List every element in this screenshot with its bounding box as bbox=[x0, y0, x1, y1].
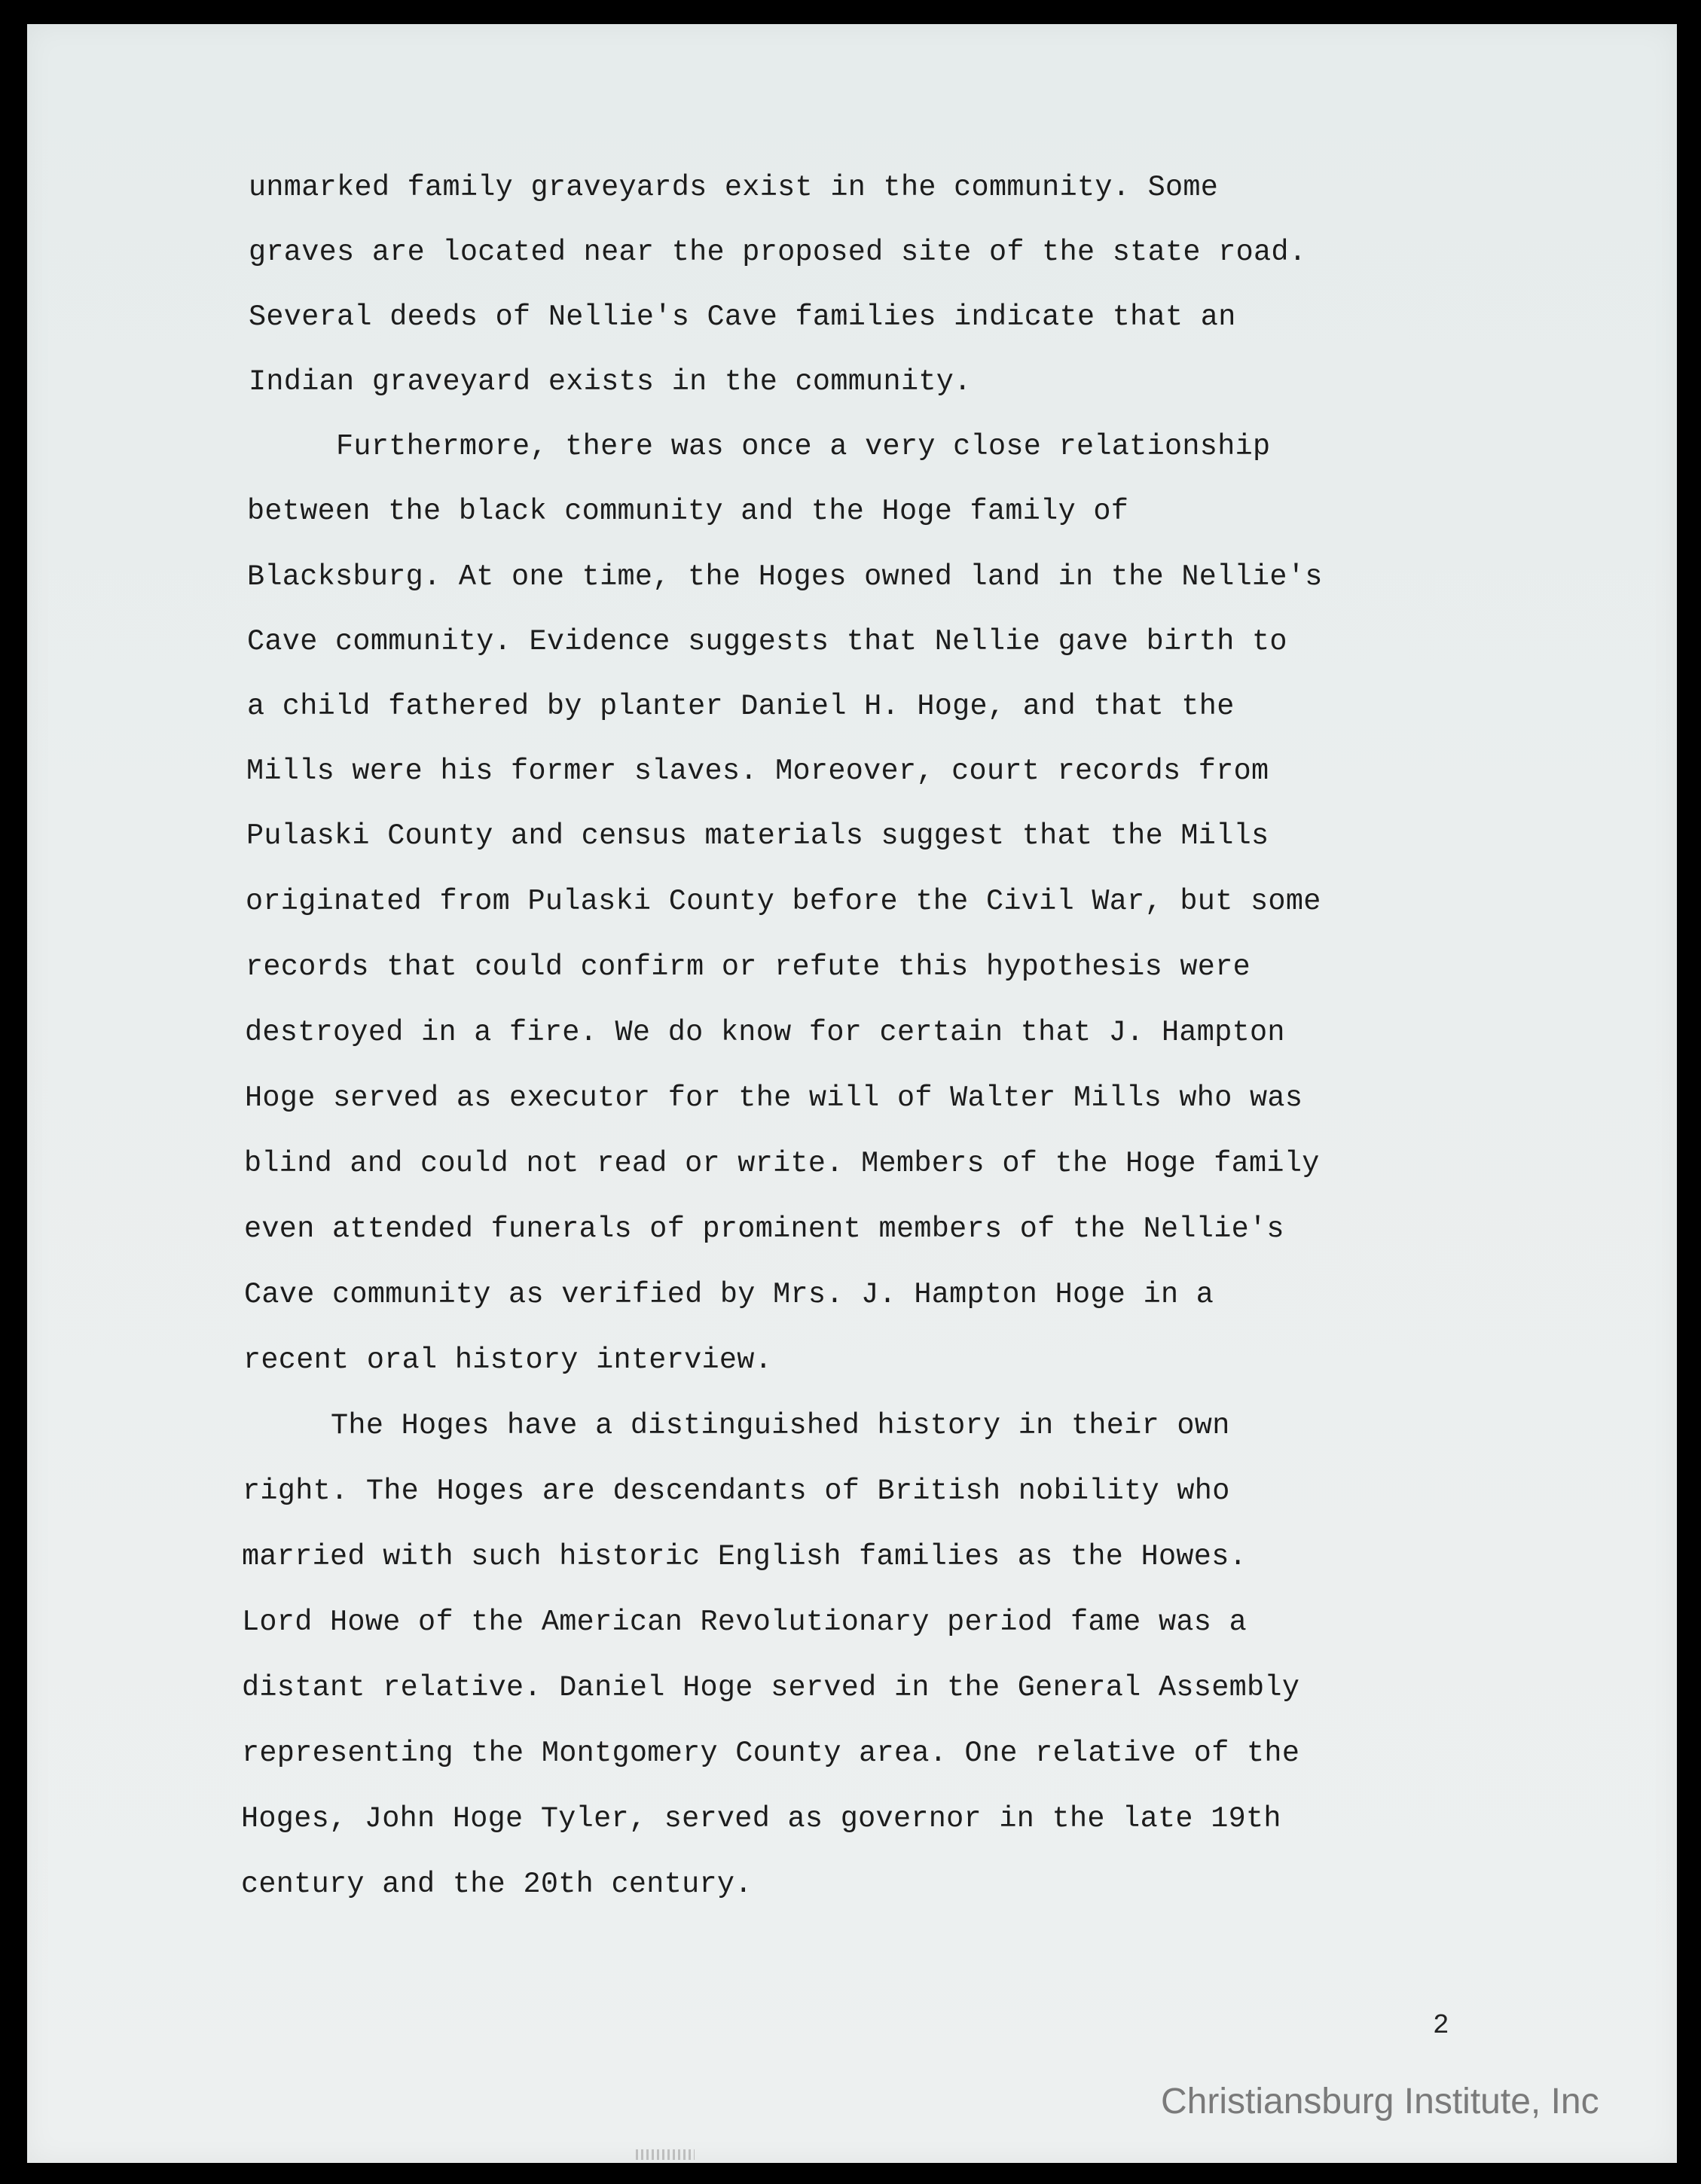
text-line: destroyed in a fire. We do know for certain that J. Hampton bbox=[245, 1016, 1285, 1049]
text-line: records that could confirm or refute this hypothesis were bbox=[246, 950, 1251, 984]
text-line: originated from Pulaski County before the Civil War, but some bbox=[246, 885, 1321, 918]
text-line: married with such historic English families as the Howes. bbox=[242, 1540, 1248, 1573]
text-line: Cave community. Evidence suggests that Nellie gave birth to bbox=[247, 625, 1287, 658]
text-line: Blacksburg. At one time, the Hoges owned land in the Nellie's bbox=[247, 560, 1323, 593]
text-line: Hoge served as executor for the will of Walter Mills who was bbox=[245, 1081, 1303, 1115]
text-line: blind and could not read or write. Members of the Hoge family bbox=[244, 1147, 1320, 1180]
text-line: Indian graveyard exists in the community. bbox=[249, 365, 972, 398]
watermark: Christiansburg Institute, Inc bbox=[1161, 2082, 1599, 2121]
text-line: recent oral history interview. bbox=[243, 1344, 773, 1377]
text-line: Hoges, John Hoge Tyler, served as governor in the late 19th bbox=[241, 1802, 1281, 1835]
text-line: representing the Montgomery County area. One relative of the bbox=[242, 1737, 1300, 1770]
text-line: a child fathered by planter Daniel H. Hoge, and that the bbox=[247, 690, 1235, 723]
text-line: graves are located near the proposed site of the state road. bbox=[249, 236, 1307, 269]
text-line: Cave community as verified by Mrs. J. Hampton Hoge in a bbox=[244, 1278, 1214, 1311]
text-line: The Hoges have a distinguished history in their own bbox=[243, 1409, 1230, 1442]
paper-speck bbox=[636, 2149, 695, 2160]
text-line: Lord Howe of the American Revolutionary period fame was a bbox=[242, 1606, 1248, 1639]
text-line: between the black community and the Hoge family of bbox=[247, 495, 1129, 528]
text-line: century and the 20th century. bbox=[241, 1868, 753, 1901]
text-line: unmarked family graveyards exist in the community. Some bbox=[249, 171, 1219, 204]
document-page bbox=[27, 24, 1677, 2163]
text-line: Furthermore, there was once a very close relationship bbox=[248, 430, 1271, 463]
page-number: 2 bbox=[1433, 2010, 1449, 2041]
text-line: distant relative. Daniel Hoge served in the General Assembly bbox=[242, 1671, 1300, 1704]
text-line: Mills were his former slaves. Moreover, court records from bbox=[246, 755, 1269, 788]
text-line: even attended funerals of prominent members of the Nellie's bbox=[244, 1212, 1284, 1246]
text-line: right. The Hoges are descendants of British nobility who bbox=[243, 1475, 1230, 1508]
text-line: Several deeds of Nellie's Cave families indicate that an bbox=[249, 300, 1236, 334]
text-line: Pulaski County and census materials suggest that the Mills bbox=[246, 819, 1269, 853]
